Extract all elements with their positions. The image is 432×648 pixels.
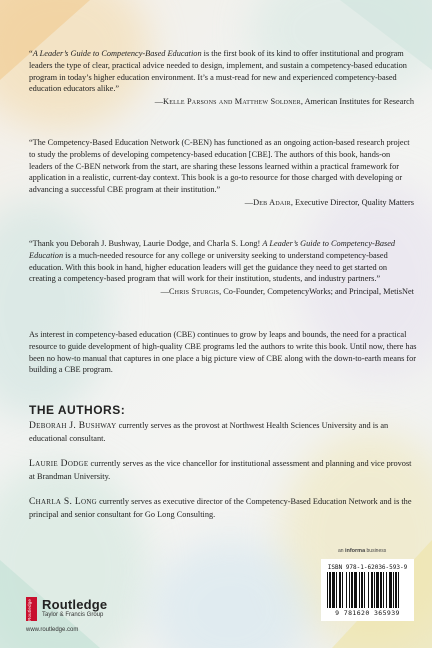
review-quote-3: “Thank you Deborah J. Bushway, Laurie Dodge, and Charla S. Long! A Leader’s Guide to Competency-Based Education is a much-needed resource for any college or university seeking to understand competency-based education. With this book in hand, higher education leaders will get the guidance they need to get started on creating a competency-based program that will work for their institution, students, and industry partners.” —Chris Sturgis, Co-Founder, CompetencyWorks; and Principal, MetisNet [29, 239, 414, 297]
barcode-digits: 9 781620 365939 [335, 609, 400, 617]
book-title: A Leader’s Guide to Competency-Based Education [29, 239, 396, 260]
quote-text: “The Competency-Based Education Network (C-BEN) has functioned as an ongoing action-based research project to study the problems of developing competency-based education [CBE]. The authors of this book, hands-on leaders of the C-BEN network from the start, are sharing these lessons learned within a practical framework for application in a realistic, current-day context. This book is a go-to resource for those charged with developing or advancing a successful CBE program at their institution.” [29, 138, 410, 195]
isbn-number: ISBN 978-1-62036-593-9 [327, 564, 408, 571]
authors-heading: THE AUTHORS: [29, 403, 126, 417]
barcode-icon [327, 572, 408, 608]
reviewer-names: Deb Adair [253, 197, 291, 207]
reviewer-org: , Co-Founder, CompetencyWorks; and Principal, MetisNet [219, 287, 414, 297]
review-quote-1: “A Leader’s Guide to Competency-Based Education is the first book of its kind to offer institutional and program leaders the type of clear, practical advice needed to design, implement, and sustain a competency-based education program in today’s higher education environment. It’s a must-read for new and experienced competency-based education educators alike.” —Kelle Parsons and Matthew Soldner, American Institutes for Research [29, 49, 414, 107]
review-quote-2 [29, 137, 414, 209]
publisher-url: www.routledge.com [26, 627, 79, 633]
quote-attribution: —Chris Sturgis, Co-Founder, CompetencyWorks; and Principal, MetisNet [160, 287, 414, 297]
reviewer-names: Kelle Parsons and Matthew Soldner [163, 97, 301, 107]
author-name: Charla S. Long [29, 497, 98, 507]
quote-text: is the first book of its kind to offer institutional and program leaders the type of clear, practical advice needed to design, implement, and sustain a competency-based education program in today’s higher education environment. It’s a must-read for new and experienced competency-based education educators alike.” [29, 49, 407, 94]
informa-business-label: an informa business [338, 548, 387, 554]
author-name: Deborah J. Bushway [29, 421, 117, 431]
reviewer-names: Chris Sturgis [168, 287, 220, 297]
author-bio: Deborah J. Bushway currently serves as the provost at Northwest Health Sciences University and is an educational consultant. [29, 421, 389, 443]
publisher-name: Routledge [42, 597, 108, 612]
publisher-group: Taylor & Francis Group [42, 612, 104, 618]
reviewer-org: , American Institutes for Research [300, 97, 414, 107]
book-summary: As interest in competency-based education (CBE) continues to grow by leaps and bounds, the need for a practical resource to guide development of high-quality CBE programs led the authors to write this book. Until now, there has been no how-to manual that captures in one place a big picture view of CBE along with the down-to-earth means for building a CBE program. [29, 330, 417, 375]
reviewer-org: , Executive Director, Quality Matters [290, 197, 414, 207]
quote-text: is a much-needed resource for any college or university seeking to understand competency-based education. With this book in hand, higher education leaders will get the guidance they need to get started on creating a competency-based program that will work for their institution, students, and industry partners.” [29, 250, 388, 284]
author-bio: Charla S. Long currently serves as executive director of the Competency-Based Education Network and is the principal and senior consultant for Go Long Consulting. [29, 497, 412, 519]
author-bio: Laurie Dodge currently serves as the vice chancellor for institutional assessment and planning and vice provost at Brandman University. [29, 459, 412, 481]
book-title: A Leader’s Guide to Competency-Based Education [32, 49, 202, 58]
isbn-barcode [321, 559, 414, 621]
author-name: Laurie Dodge [29, 459, 89, 469]
quote-attribution: —Kelle Parsons and Matthew Soldner, American Institutes for Research [154, 97, 414, 107]
quote-attribution: —Deb Adair, Executive Director, Quality Matters [244, 197, 414, 207]
publisher-logo [26, 597, 136, 633]
routledge-logo-icon: Routledge [26, 597, 37, 621]
